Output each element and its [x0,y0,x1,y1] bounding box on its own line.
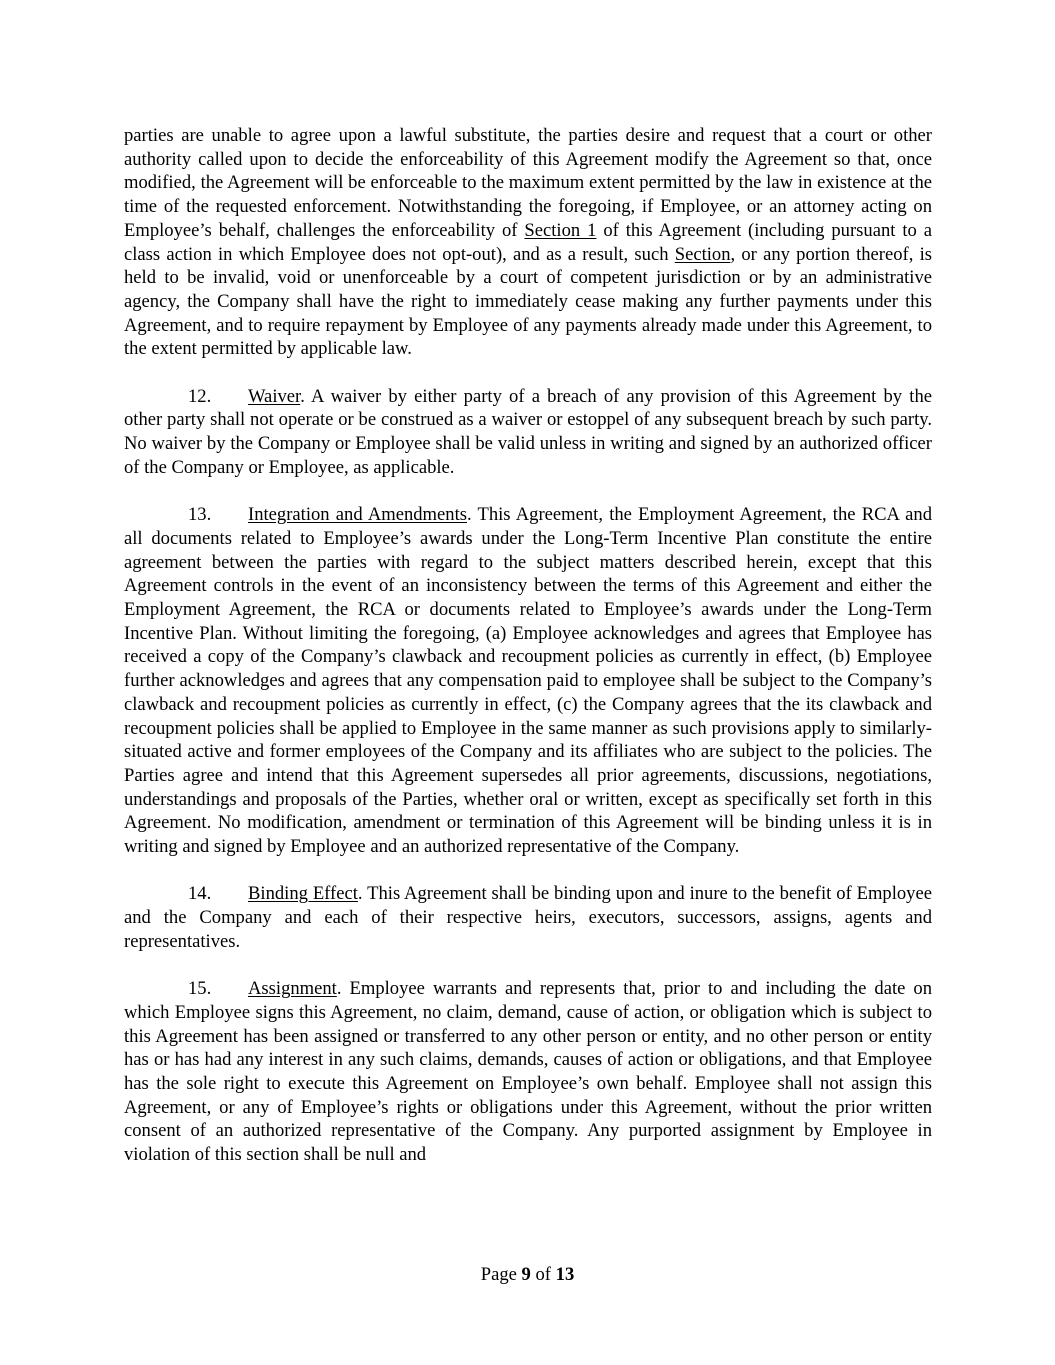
section-heading: Waiver [248,385,301,407]
section-number: 14. [188,883,212,905]
section-1-reference: Section 1 [524,219,597,241]
page-label: Page [480,1264,522,1285]
section-reference: Section [674,243,731,265]
section-number: 12. [188,385,212,407]
section-number: 13. [188,504,212,526]
page-footer [0,1263,1055,1287]
paragraph-text: parties are unable to agree upon a lawful substitute, the parties desire and request that a court or other authority called upon to decide the enforceability of this Agreement modify the Agreement so that, once modified, the Agreement will be enforceable to the maximum extent permitted by the law in existence at the time of the requested enforcement. Notwithstanding the foregoing, if Employee, or an attorney acting on Employee’s behalf, challenges the enforceability of [124,125,932,241]
paragraph-text: . This Agreement, the Employment Agreement, the RCA and all documents related to Employee’s awards under the Long-Term Incentive Plan constitute the entire agreement between the parties with regard to the subject matters described herein, except that this Agreement controls in the event of an inconsistency between the terms of this Agreement and either the Employment Agreement, the RCA or documents related to Employee’s awards under the Long-Term Incentive Plan. Without limiting the foregoing, (a) Employee acknowledges and agrees that Employee has received a copy of the Company’s clawback and recoupment policies as currently in effect, (b) Employee further acknowledges and agrees that any compensation paid to employee shall be subject to the Company’s clawback and recoupment policies as currently in effect, (c) the Company agrees that the its clawback and recoupment policies shall be applied to Employee in the same manner as such provisions apply to similarly-situated active and former employees of the Company and its affiliates who are subject to the policies. The Parties agree and intend that this Agreement supersedes all prior agreements, discussions, negotiations, understandings and proposals of the Parties, whether oral or written, except as specifically set forth in this Agreement. No modification, amendment or termination of this Agreement will be binding unless it is in writing and signed by Employee and an authorized representative of the Company. [124,504,932,858]
paragraph-text: . Employee warrants and represents that, prior to and including the date on which Employee signs this Agreement, no claim, demand, cause of action, or obligation which is subject to this Agreement has been assigned or transferred to any other person or entity, and no other person or entity has or has had any interest in any such claims, demands, causes of action or obligations, and that Employee has the sole right to execute this Agreement on Employee’s own behalf. Employee shall not assign this Agreement, or any of Employee’s rights or obligations under this Agreement, without the prior written consent of an authorized representative of the Company. Any purported assignment by Employee in violation of this section shall be null and [124,978,932,1166]
paragraph-12-waiver [124,385,932,480]
paragraph-text: , or any portion thereof, is held to be invalid, void or unenforceable by a court of competent jurisdiction or by an administrative agency, the Company shall have the right to immediately cease making any further payments under this Agreement, and to require repayment by Employee of any payments already made under this Agreement, to the extent permitted by applicable law. [124,243,933,360]
paragraph-text: . This Agreement shall be binding upon and inure to the benefit of Employee and the Company and each of their respective heirs, executors, successors, assigns, agents and representatives. [124,883,932,952]
total-page-count: 13 [555,1264,575,1285]
section-number: 15. [188,978,212,1000]
page-of-label: of [530,1264,556,1285]
paragraph-text: of this Agreement (including pursuant to a class action in which Employee does not opt-out), and as a result, such [124,219,932,265]
paragraph-11-continuation [124,124,932,361]
paragraph-13-integration [124,503,932,859]
section-heading: Assignment [248,978,337,1000]
paragraph-15-assignment [124,977,932,1167]
section-heading: Integration and Amendments [248,504,467,526]
current-page-number: 9 [521,1264,531,1285]
document-page [124,124,932,1191]
paragraph-text: . A waiver by either party of a breach of any provision of this Agreement by the other party shall not operate or be construed as a waiver or estoppel of any subsequent breach by such party. No waiver by the Company or Employee shall be valid unless in writing and signed by an authorized officer of the Company or Employee, as applicable. [124,385,932,478]
paragraph-14-binding-effect [124,882,932,953]
section-heading: Binding Effect [248,883,358,905]
